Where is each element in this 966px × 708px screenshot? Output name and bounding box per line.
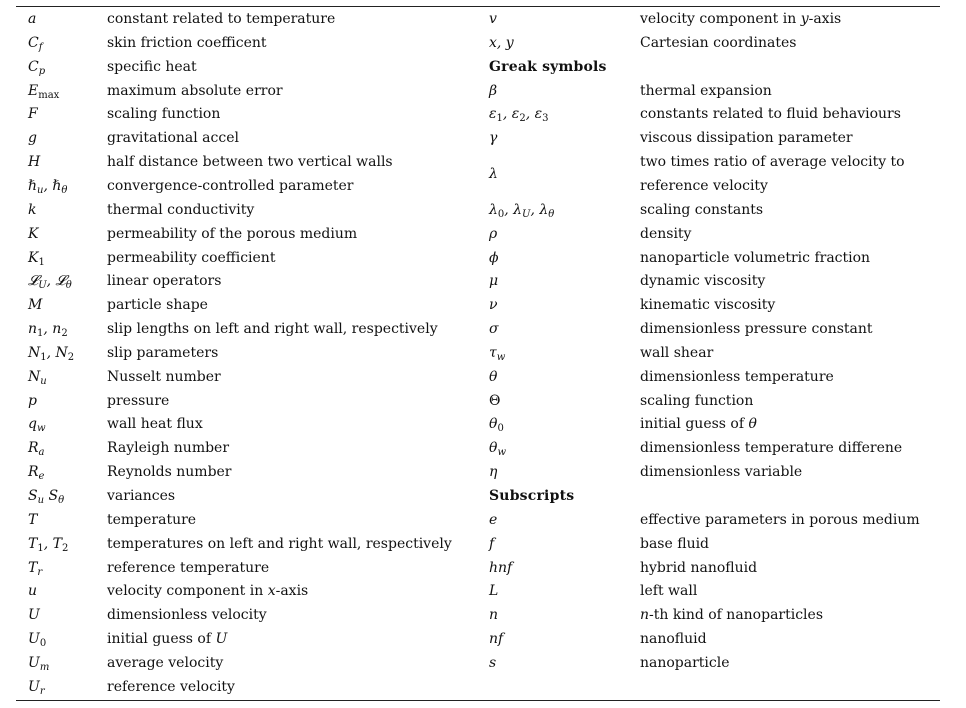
nomenclature-description: reference temperature bbox=[107, 559, 270, 576]
nomenclature-description: dynamic viscosity bbox=[640, 273, 766, 290]
nomenclature-symbol: n bbox=[489, 607, 499, 624]
nomenclature-description: two times ratio of average velocity to bbox=[640, 154, 905, 171]
nomenclature-symbol: e bbox=[489, 511, 498, 528]
nomenclature-symbol: $R_a$ bbox=[28, 440, 45, 459]
nomenclature-symbol: f bbox=[489, 535, 495, 552]
nomenclature-symbol: ν bbox=[489, 297, 498, 314]
nomenclature-description: nanoparticle bbox=[640, 654, 730, 671]
nomenclature-symbol: K bbox=[28, 225, 39, 242]
nomenclature-symbol: L bbox=[489, 583, 499, 600]
nomenclature-description: reference velocity bbox=[107, 678, 235, 695]
nomenclature-description: permeability coefficient bbox=[107, 249, 276, 266]
nomenclature-symbol: θ bbox=[489, 368, 498, 385]
nomenclature-symbol: $C_f$ bbox=[28, 34, 43, 53]
nomenclature-description: dimensionless temperature bbox=[640, 368, 834, 385]
nomenclature-description: scaling constants bbox=[640, 201, 764, 218]
nomenclature-symbol: hnf bbox=[489, 559, 513, 576]
nomenclature-description: effective parameters in porous medium bbox=[640, 511, 920, 528]
nomenclature-symbol: 𝓛$_U$, 𝓛$_\theta$ bbox=[28, 273, 72, 292]
section-heading: Subscripts bbox=[489, 488, 575, 504]
nomenclature-symbol: nf bbox=[489, 631, 504, 648]
nomenclature-description: dimensionless temperature differene bbox=[640, 440, 903, 457]
nomenclature-description: hybrid nanofluid bbox=[640, 559, 758, 576]
nomenclature-symbol: $\lambda_0$, $\lambda_U$, $\lambda_\theta$ bbox=[489, 201, 555, 220]
nomenclature-description: initial guess of θ bbox=[640, 416, 757, 433]
nomenclature-symbol: p bbox=[28, 392, 37, 409]
nomenclature-description: base fluid bbox=[640, 535, 710, 552]
nomenclature-symbol: u bbox=[28, 583, 38, 600]
table-bottom-rule bbox=[16, 700, 940, 701]
nomenclature-description: slip lengths on left and right wall, respectively bbox=[107, 321, 438, 338]
nomenclature-description: skin friction coefficent bbox=[107, 34, 267, 51]
nomenclature-symbol: $T_1$, $T_2$ bbox=[28, 535, 69, 554]
nomenclature-symbol: β bbox=[489, 82, 498, 99]
nomenclature-symbol: a bbox=[28, 11, 37, 27]
nomenclature-symbol: k bbox=[28, 201, 37, 218]
nomenclature-description: slip parameters bbox=[107, 344, 219, 361]
nomenclature-description: temperature bbox=[107, 511, 197, 528]
nomenclature-symbol: U bbox=[28, 607, 40, 624]
nomenclature-description: scaling function bbox=[640, 392, 754, 409]
nomenclature-description: velocity component in x-axis bbox=[107, 583, 309, 600]
nomenclature-symbol: ϕ bbox=[489, 249, 499, 266]
section-heading: Greak symbols bbox=[489, 58, 607, 75]
nomenclature-description: temperatures on left and right wall, respectively bbox=[107, 535, 452, 552]
nomenclature-symbol: $K_1$ bbox=[28, 249, 45, 268]
nomenclature-description: average velocity bbox=[107, 654, 224, 671]
nomenclature-symbol: Θ bbox=[489, 392, 501, 409]
nomenclature-description: variances bbox=[107, 488, 176, 504]
nomenclature-description: density bbox=[640, 225, 692, 242]
nomenclature-description: constants related to fluid behaviours bbox=[640, 106, 901, 123]
table-top-rule bbox=[16, 6, 940, 7]
nomenclature-description: Cartesian coordinates bbox=[640, 34, 797, 51]
nomenclature-symbol: $q_w$ bbox=[28, 416, 46, 435]
nomenclature-description: dimensionless pressure constant bbox=[640, 321, 873, 338]
nomenclature-symbol: $N_u$ bbox=[28, 368, 47, 387]
nomenclature-description: reference velocity bbox=[640, 177, 768, 194]
nomenclature-description: permeability of the porous medium bbox=[107, 225, 358, 242]
nomenclature-symbol: $\tau_w$ bbox=[489, 344, 506, 363]
nomenclature-symbol: F bbox=[28, 106, 38, 123]
nomenclature-description: dimensionless variable bbox=[640, 464, 803, 481]
nomenclature-description: maximum absolute error bbox=[107, 82, 283, 99]
nomenclature-description: nanoparticle volumetric fraction bbox=[640, 249, 871, 266]
nomenclature-description: Reynolds number bbox=[107, 464, 232, 481]
nomenclature-symbol: $S_u$ $S_\theta$ bbox=[28, 488, 65, 506]
nomenclature-symbol: v bbox=[489, 11, 497, 27]
nomenclature-description: wall shear bbox=[640, 344, 714, 361]
nomenclature-symbol: H bbox=[28, 154, 41, 171]
nomenclature-symbol: γ bbox=[489, 130, 498, 147]
nomenclature-description: specific heat bbox=[107, 58, 197, 75]
nomenclature-description: dimensionless velocity bbox=[107, 607, 267, 624]
nomenclature-symbol: $E_{max}$ bbox=[28, 82, 60, 101]
nomenclature-description: scaling function bbox=[107, 106, 221, 123]
nomenclature-symbol: $\varepsilon_1$, $\varepsilon_2$, $\varepsilon_3$ bbox=[489, 106, 549, 125]
nomenclature-symbol: M bbox=[28, 297, 43, 314]
nomenclature-symbol: $U_0$ bbox=[28, 631, 47, 650]
nomenclature-description: pressure bbox=[107, 392, 170, 409]
nomenclature-description: convergence-controlled parameter bbox=[107, 177, 354, 194]
nomenclature-description: particle shape bbox=[107, 297, 208, 314]
nomenclature-symbol: λ bbox=[489, 166, 498, 183]
nomenclature-description: Nusselt number bbox=[107, 368, 221, 385]
nomenclature-symbol: μ bbox=[489, 273, 499, 290]
nomenclature-symbol: $N_1$, $N_2$ bbox=[28, 344, 75, 363]
nomenclature-symbol: $U_m$ bbox=[28, 654, 50, 673]
nomenclature-description: constant related to temperature bbox=[107, 11, 336, 27]
nomenclature-description: thermal conductivity bbox=[107, 201, 255, 218]
nomenclature-description: Rayleigh number bbox=[107, 440, 230, 457]
nomenclature-description: linear operators bbox=[107, 273, 222, 290]
nomenclature-symbol: x, y bbox=[489, 34, 514, 51]
nomenclature-symbol: ℏ$_u$, ℏ$_\theta$ bbox=[28, 177, 68, 196]
nomenclature-symbol: $n_1$, $n_2$ bbox=[28, 321, 68, 340]
nomenclature-description: thermal expansion bbox=[640, 82, 772, 99]
nomenclature-symbol: $T_r$ bbox=[28, 559, 43, 578]
nomenclature-description: wall heat flux bbox=[107, 416, 203, 433]
nomenclature-symbol: T bbox=[28, 511, 38, 528]
nomenclature-description: n-th kind of nanoparticles bbox=[640, 607, 824, 624]
nomenclature-description: half distance between two vertical walls bbox=[107, 154, 393, 171]
nomenclature-symbol: ρ bbox=[489, 225, 498, 242]
nomenclature-symbol: $R_e$ bbox=[28, 464, 45, 483]
nomenclature-symbol: g bbox=[28, 130, 37, 147]
nomenclature-symbol: $\theta_w$ bbox=[489, 440, 506, 459]
nomenclature-description: viscous dissipation parameter bbox=[640, 130, 853, 147]
nomenclature-description: nanofluid bbox=[640, 631, 707, 648]
nomenclature-symbol: $U_r$ bbox=[28, 678, 45, 697]
nomenclature-description: kinematic viscosity bbox=[640, 297, 776, 314]
nomenclature-description: initial guess of U bbox=[107, 631, 228, 648]
nomenclature-description: left wall bbox=[640, 583, 698, 600]
nomenclature-symbol: $C_p$ bbox=[28, 58, 46, 77]
nomenclature-description: velocity component in y-axis bbox=[640, 11, 842, 27]
nomenclature-symbol: s bbox=[489, 654, 497, 671]
nomenclature-description: gravitational accel bbox=[107, 130, 239, 147]
nomenclature-symbol: $\theta_0$ bbox=[489, 416, 504, 435]
nomenclature-symbol: σ bbox=[489, 321, 499, 338]
nomenclature-symbol: η bbox=[489, 464, 498, 481]
